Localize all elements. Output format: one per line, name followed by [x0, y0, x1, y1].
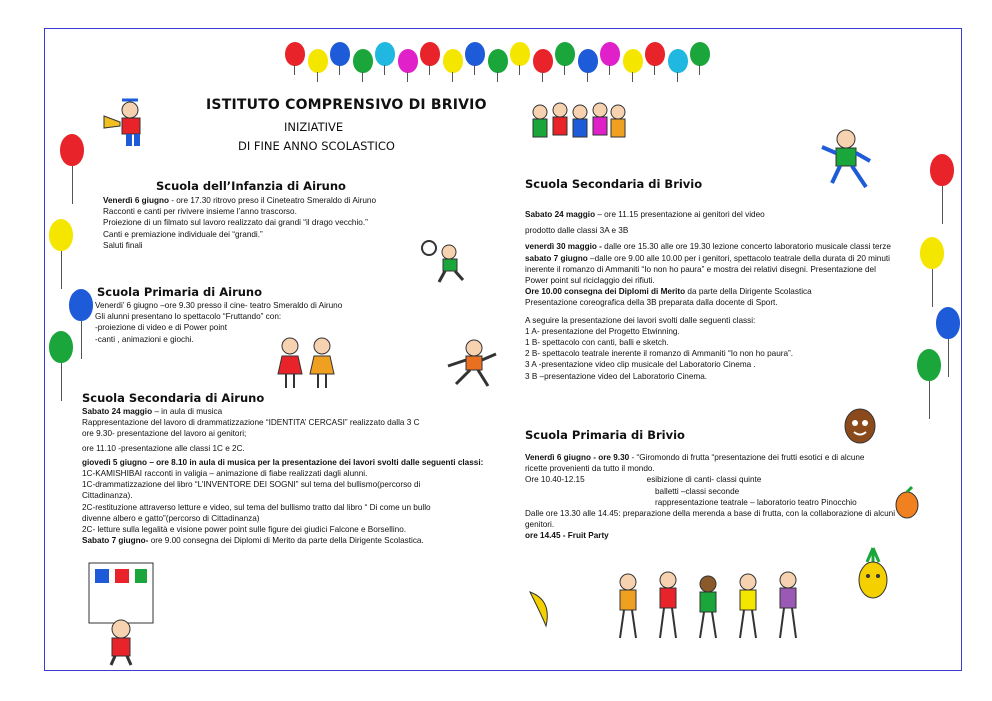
sec-brivio-line-10: 1 A- presentazione del Progetto Etwinning.: [525, 326, 680, 336]
balloon-right-green: [917, 349, 941, 381]
prim-brivio-line-3: Ore 10.40-12.15 esibizione di canti- classi quinte: [525, 475, 762, 485]
garland-balloon: [330, 42, 350, 66]
sec-brivio-line-2: prodotto dalle classi 3A e 3B: [525, 226, 629, 236]
sec-brivio-line-4: sabato 7 giugno –dalle ore 9.00 alle 10.00 per i genitori, spettacolo teatrale della durata di 20 minuti: [525, 253, 891, 263]
infanzia-airuno-text: [103, 195, 376, 251]
balloon-right-yellow: [920, 237, 944, 269]
balloon-left-blue: [69, 289, 93, 321]
garland-balloon: [353, 49, 373, 73]
primaria-brivio-text: [525, 452, 895, 542]
infanzia-line-2: Racconti e canti per rivivere insieme l’anno trascorso.: [103, 207, 297, 217]
prim-brivio-line-7: genitori.: [525, 520, 555, 530]
balloon-left-yellow: [49, 219, 73, 251]
sec-airuno-line-12: Sabato 7 giugno- ore 9.00 consegna dei Diplomi di Merito da parte della Dirigente Scolastica.: [82, 536, 424, 546]
sec-airuno-line-5: giovedì 5 giugno – ore 8.10 in aula di musica per la presentazione dei lavori svolti dalle seguenti classi:: [82, 457, 484, 467]
garland-balloon: [668, 49, 688, 73]
page-subtitle-1: INIZIATIVE: [284, 120, 344, 134]
infanzia-line-3: Proiezione di un filmato sul lavoro realizzato dai grandi “il drago vecchio.”: [103, 218, 368, 228]
sec-brivio-line-6: Power point sul riciclaggio dei rifiuti.: [525, 276, 655, 286]
primaria-airuno-text: [95, 300, 342, 345]
running-kid-illustration: [442, 338, 500, 390]
banana-illustration: [522, 586, 558, 632]
primaria-airuno-line-4: -canti , animazioni e giochi.: [95, 334, 194, 344]
infanzia-line-1: Venerdì 6 giugno - ore 17.30 ritrovo preso il Cineteatro Smeraldo di Airuno: [103, 196, 377, 205]
prim-brivio-line-1: Venerdì 6 giugno - ore 9.30 - “Giromondo di frutta “presentazione dei frutti esotici e di alcune: [525, 453, 865, 462]
kiwi-fruit-illustration: [838, 404, 882, 448]
garland-balloon: [578, 49, 598, 73]
garland-balloon: [510, 42, 530, 66]
garland-balloon: [600, 42, 620, 66]
infanzia-line-5: Saluti finali: [103, 240, 143, 250]
trumpet-kid-illustration: [100, 92, 160, 152]
sec-airuno-line-4: ore 11.10 -presentazione alle classi 1C e 2C.: [82, 443, 245, 453]
secondaria-airuno-text: [82, 406, 483, 546]
mango-fruit-illustration: [892, 485, 922, 521]
garland-balloon: [398, 49, 418, 73]
sec-brivio-line-13: 3 A -presentazione video clip musicale del Laboratorio Cinema .: [525, 360, 756, 370]
sec-brivio-line-1: Sabato 24 maggio – ore 11.15 presentazione ai genitori del video: [525, 210, 765, 219]
section-heading-infanzia-airuno: Scuola dell’Infanzia di Airuno: [156, 179, 346, 193]
balloon-left-green: [49, 331, 73, 363]
prim-brivio-line-5: rappresentazione teatrale – laboratorio teatro Pinocchio: [655, 497, 857, 507]
secondaria-brivio-text: [525, 209, 891, 382]
garland-balloon: [308, 49, 328, 73]
section-heading-secondaria-airuno: Scuola Secondaria di Airuno: [82, 391, 265, 405]
jumping-kid-illustration: [818, 127, 876, 193]
prim-brivio-line-4: balletti –classi seconde: [655, 486, 740, 496]
sec-airuno-line-3: ore 9.30- presentazione del lavoro ai genitori;: [82, 429, 247, 439]
garland-balloon: [623, 49, 643, 73]
prim-brivio-line-2: ricette provenienti da tutto il mondo.: [525, 464, 655, 474]
kids-group-illustration: [528, 98, 628, 154]
sec-airuno-line-6: 1C-KAMISHIBAI racconti in valigia – animazione di fiabe realizzati dagli alunni.: [82, 469, 368, 479]
page-title: ISTITUTO COMPRENSIVO DI BRIVIO: [206, 97, 487, 113]
primaria-airuno-line-3: -proiezione di video e di Power point: [95, 323, 227, 333]
kids-with-fruit-illustration: [608, 566, 808, 646]
prim-brivio-line-6: Dalle ore 13.30 alle 14.45: preparazione della merenda a base di frutta, con la collaborazione di alcuni: [525, 509, 896, 519]
sec-brivio-line-11: 1 B- spettacolo con canti, balli e sketch.: [525, 338, 669, 348]
balloon-right-blue: [936, 307, 960, 339]
balloon-right-red: [930, 154, 954, 186]
infanzia-line-4: Canti e premiazione individuale dei “grandi.”: [103, 229, 263, 239]
primaria-airuno-line-1: Venerdi’ 6 giugno –ore 9.30 presso il cine- teatro Smeraldo di Airuno: [95, 301, 343, 310]
section-heading-primaria-airuno: Scuola Primaria di Airuno: [97, 285, 263, 299]
garland-balloon: [465, 42, 485, 66]
garland-balloon: [533, 49, 553, 73]
sec-brivio-line-5: inerente il romanzo di Ammaniti “Io non ho paura” e mostra dei relativi disegni. Presentazione del: [525, 264, 876, 274]
section-heading-primaria-brivio: Scuola Primaria di Brivio: [525, 428, 685, 442]
sec-brivio-line-14: 3 B –presentazione video del Laboratorio Cinema.: [525, 371, 708, 381]
sec-airuno-line-8: Cittadinanza).: [82, 491, 133, 501]
garland-balloon: [443, 49, 463, 73]
sec-airuno-line-2: Rappresentazione del lavoro di drammatizzazione “IDENTITA’ CERCASI” realizzato dalla 3 C: [82, 418, 420, 428]
sec-airuno-line-10: divenne albero e gatto”(percorso di Cittadinanza): [82, 513, 260, 523]
garland-balloon: [645, 42, 665, 66]
balloon-left-red: [60, 134, 84, 166]
sec-airuno-line-1: Sabato 24 maggio – in aula di musica: [82, 407, 223, 416]
sec-brivio-line-12: 2 B- spettacolo teatrale inerente il romanzo di Ammaniti “Io non ho paura”.: [525, 349, 794, 359]
sec-brivio-line-3: venerdì 30 maggio - dalle ore 15.30 alle ore 19.30 lezione concerto laboratorio musicale classi terze: [525, 242, 891, 252]
garland-balloon: [690, 42, 710, 66]
garland-balloon: [375, 42, 395, 66]
tennis-kid-illustration: [419, 238, 475, 286]
sec-brivio-line-9: A seguire la presentazione dei lavori svolti dalle seguenti classi:: [525, 315, 756, 325]
pineapple-illustration: [851, 546, 895, 602]
prim-brivio-line-8: ore 14.45 - Fruit Party: [525, 531, 609, 541]
sec-brivio-line-7: Ore 10.00 consegna dei Diplomi di Merito da parte della Dirigente Scolastica: [525, 287, 812, 297]
school-kids-illustration: [85, 559, 157, 667]
sec-airuno-line-11: 2C- letture sulla legalità e visione power point sulle figure dei giudici Falcone e Borsellino.: [82, 525, 407, 535]
sec-airuno-line-9: 2C-restituzione attraverso letture e video, sul tema del bullismo tratto dal libro “ Di come un bullo: [82, 502, 431, 512]
garland-balloon: [420, 42, 440, 66]
garland-balloon: [555, 42, 575, 66]
sec-airuno-line-7: 1C-drammatizzazione del libro “L’INVENTORE DEI SOGNI” sul tema del bullismo(percorso di: [82, 480, 421, 490]
garland-balloon: [285, 42, 305, 66]
sec-brivio-line-8: Presentazione coreografica della 3B preparata dalla docente di Sport.: [525, 298, 778, 308]
primaria-airuno-line-2: Gli alunni presentano lo spettacolo “Fruttando” con:: [95, 312, 282, 322]
page-subtitle-2: DI FINE ANNO SCOLASTICO: [238, 139, 395, 153]
garland-balloon: [488, 49, 508, 73]
section-heading-secondaria-brivio: Scuola Secondaria di Brivio: [525, 177, 703, 191]
